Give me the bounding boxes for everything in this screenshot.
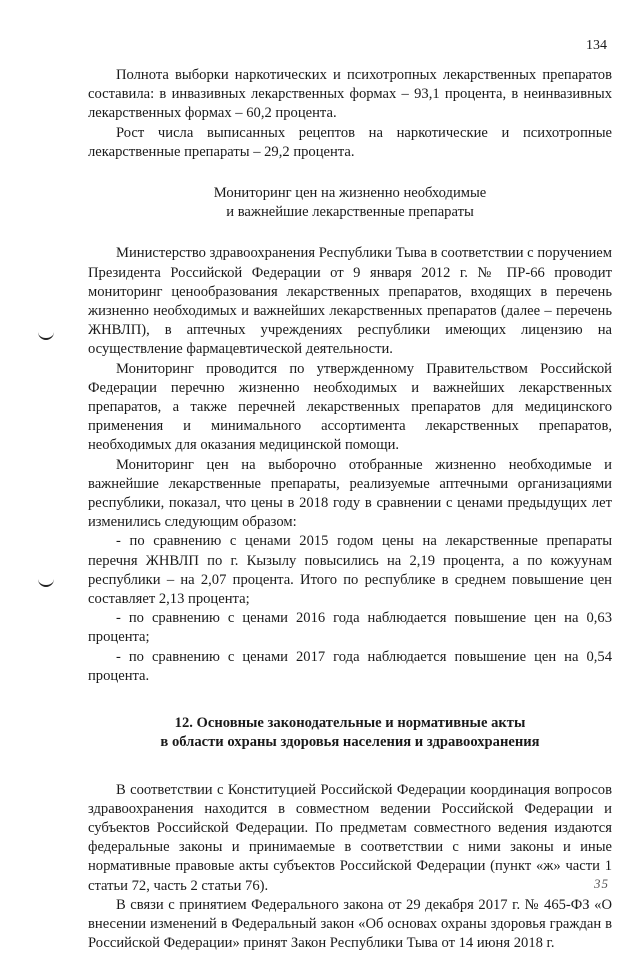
section-heading-line-1: 12. Основные законодательные и нормативные акты [174, 715, 526, 732]
margin-check-mark [38, 330, 54, 340]
page-content [88, 66, 612, 953]
list-item-2015: - по сравнению с ценами 2015 годом цены на лекарственные препараты перечня ЖНВЛП по г. Кызылу повысились на 2,19 процента, а по кожуунам республики – на 2,07 процента. Итого по республике в среднем повышение цен составляет 2,13 процента; [88, 533, 612, 608]
subheading-line-2: и важнейшие лекарственные препараты [226, 204, 474, 221]
subheading-line-1: Мониторинг цен на жизненно необходимые [213, 185, 487, 202]
list-item-2016: - по сравнению с ценами 2016 года наблюдается повышение цен на 0,63 процента; [88, 610, 612, 646]
section-heading-line-2: в области охраны здоровья населения и здравоохранения [160, 734, 540, 751]
paragraph-ministry-monitoring: Министерство здравоохранения Республики Тыва в соответствии с поручением Президента Российской Федерации от 9 января 2012 г. № ПР-66 проводит мониторинг ценообразования лекарственных препаратов, входящих в перечень жизненно необходимых и важнейших лекарственных препаратов (далее – перечень ЖНВЛП), в аптечных учреждениях республики имеющих лицензию на осуществление фармацевтической деятельности. [88, 245, 612, 358]
paragraph-prescription-growth: Рост числа выписанных рецептов на наркотические и психотропные лекарственные препараты – 29,2 процента. [88, 124, 612, 160]
paragraph-constitution: В соответствии с Конституцией Российской Федерации координация вопросов здравоохранения находится в совместном ведении Российской Федерации и субъектов Российской Федерации. По предметам совместного ведения издаются федеральные законы и принимаемые в соответствии с ними законы и иные нормативные правовые акты субъектов Российской Федерации (пункт «ж» части 1 статьи 72, часть 2 статьи 76). [88, 781, 612, 894]
margin-check-mark [38, 577, 54, 587]
paragraph-price-results: Мониторинг цен на выборочно отобранные жизненно необходимые и важнейшие лекарственные препараты, реализуемые аптечными организациями республики, показал, что цены в 2018 году в сравнении с ценами предыдущих лет изменились следующим образом: [88, 456, 612, 531]
list-item-2017: - по сравнению с ценами 2017 года наблюдается повышение цен на 0,54 процента. [88, 648, 612, 684]
paragraph-monitoring-list: Мониторинг проводится по утвержденному Правительством Российской Федерации перечню жизненно необходимых и важнейших лекарственных препаратов, а также перечней лекарственных препаратов для медицинского применения и минимального ассортимента лекарственных препаратов, необходимых для оказания медицинской помощи. [88, 360, 612, 454]
page-number: 134 [586, 38, 607, 53]
paragraph-federal-law: В связи с принятием Федерального закона от 29 декабря 2017 г. № 465-ФЗ «О внесении изменений в Федеральный закон «Об основах охраны здоровья граждан в Российской Федерации» принят Закон Республики Тыва от 14 июня 2018 г. [88, 896, 612, 952]
paragraph-narcotic-sampling: Полнота выборки наркотических и психотропных лекарственных препаратов составила: в инвазивных лекарственных формах – 93,1 процента, в неинвазивных лекарственных формах – 60,2 процента. [88, 67, 612, 122]
corner-handwritten-mark: 35 [594, 876, 609, 891]
